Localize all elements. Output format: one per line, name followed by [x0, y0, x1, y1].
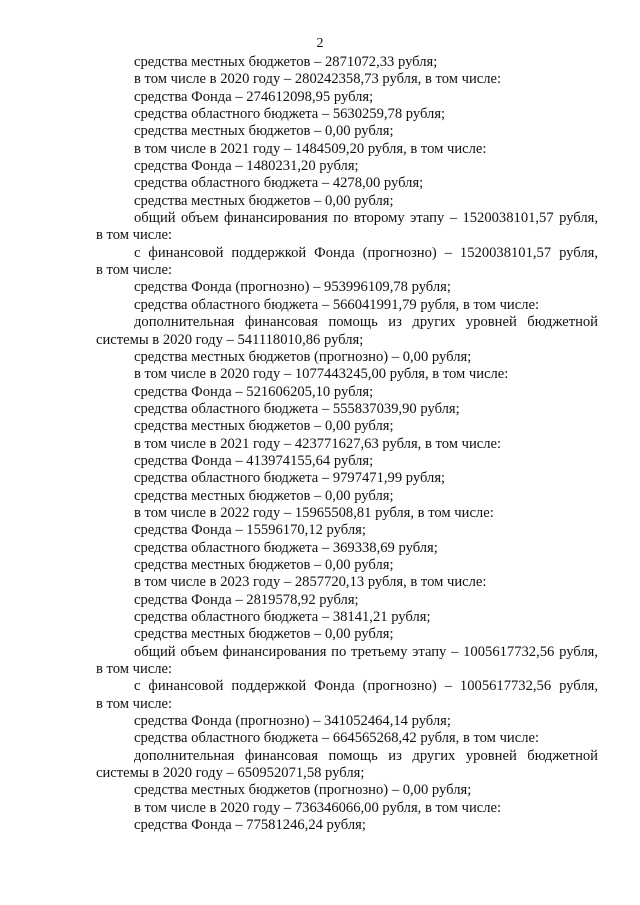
text-line: средства местных бюджетов (прогнозно) – 0,00 рубля; — [134, 782, 472, 799]
text-line: средства Фонда – 2819578,92 рубля; — [134, 591, 359, 608]
text-line: средства местных бюджетов – 0,00 рубля; — [134, 556, 394, 573]
text-line: в том числе в 2022 году – 15965508,81 рубля, в том числе: — [134, 504, 494, 521]
text-line: средства местных бюджетов – 0,00 рубля; — [134, 192, 394, 209]
text-line: средства местных бюджетов – 2871072,33 рубля; — [134, 54, 438, 70]
text-line: дополнительная финансовая помощь из других уровней бюджетной — [134, 747, 598, 764]
text-line: средства Фонда (прогнозно) – 953996109,78 рубля; — [134, 279, 451, 296]
text-line: средства областного бюджета – 5630259,78 рубля; — [134, 106, 446, 123]
text-line: средства областного бюджета – 4278,00 рубля; — [134, 175, 424, 192]
text-line: средства Фонда – 521606205,10 рубля; — [134, 383, 374, 400]
text-line: средства местных бюджетов – 0,00 рубля; — [134, 418, 394, 435]
text-line: общий объем финансирования по второму этапу – 1520038101,57 рубля, — [134, 210, 598, 227]
text-line: в том числе: — [96, 262, 173, 279]
document-body — [96, 54, 598, 834]
text-line: средства областного бюджета – 664565268,42 рубля, в том числе: — [134, 730, 540, 747]
text-line: средства местных бюджетов – 0,00 рубля; — [134, 487, 394, 504]
text-line: дополнительная финансовая помощь из других уровней бюджетной — [134, 314, 598, 331]
text-line: системы в 2020 году – 541118010,86 рубля; — [96, 331, 364, 348]
text-line: системы в 2020 году – 650952071,58 рубля; — [96, 765, 365, 782]
text-line: средства местных бюджетов – 0,00 рубля; — [134, 123, 394, 140]
text-line: в том числе: — [96, 661, 173, 678]
text-line: средства местных бюджетов – 0,00 рубля; — [134, 626, 394, 643]
text-line: средства местных бюджетов (прогнозно) – 0,00 рубля; — [134, 348, 472, 365]
text-line: с финансовой поддержкой Фонда (прогнозно) – 1520038101,57 рубля, — [134, 244, 598, 261]
text-line: в том числе в 2021 году – 423771627,63 рубля, в том числе: — [134, 435, 502, 452]
text-line: общий объем финансирования по третьему этапу – 1005617732,56 рубля, — [134, 643, 598, 660]
text-line: средства областного бюджета – 555837039,90 рубля; — [134, 400, 460, 417]
text-line: в том числе в 2021 году – 1484509,20 рубля, в том числе: — [134, 140, 487, 157]
text-line: средства Фонда – 15596170,12 рубля; — [134, 522, 366, 539]
page-number: 2 — [316, 36, 324, 51]
text-line: средства Фонда – 1480231,20 рубля; — [134, 158, 359, 175]
text-line: средства областного бюджета – 9797471,99 рубля; — [134, 470, 446, 487]
text-line: в том числе в 2023 году – 2857720,13 рубля, в том числе: — [134, 574, 487, 591]
text-line: средства областного бюджета – 369338,69 рубля; — [134, 539, 438, 556]
text-line: в том числе в 2020 году – 1077443245,00 рубля, в том числе: — [134, 366, 509, 383]
text-line: средства областного бюджета – 38141,21 рубля; — [134, 609, 431, 625]
text-line: в том числе: — [96, 227, 173, 244]
text-line: в том числе в 2020 году – 280242358,73 рубля, в том числе: — [134, 71, 502, 88]
text-line: средства Фонда – 413974155,64 рубля; — [134, 452, 374, 469]
text-line: в том числе в 2020 году – 736346066,00 рубля, в том числе: — [134, 799, 502, 816]
text-line: средства Фонда – 274612098,95 рубля; — [134, 88, 374, 105]
text-line: средства Фонда – 77581246,24 рубля; — [134, 817, 366, 834]
text-line: с финансовой поддержкой Фонда (прогнозно) – 1005617732,56 рубля, — [134, 678, 598, 695]
text-line: средства Фонда (прогнозно) – 341052464,14 рубля; — [134, 713, 451, 730]
text-line: средства областного бюджета – 566041991,79 рубля, в том числе: — [134, 296, 540, 313]
text-line: в том числе: — [96, 695, 173, 712]
